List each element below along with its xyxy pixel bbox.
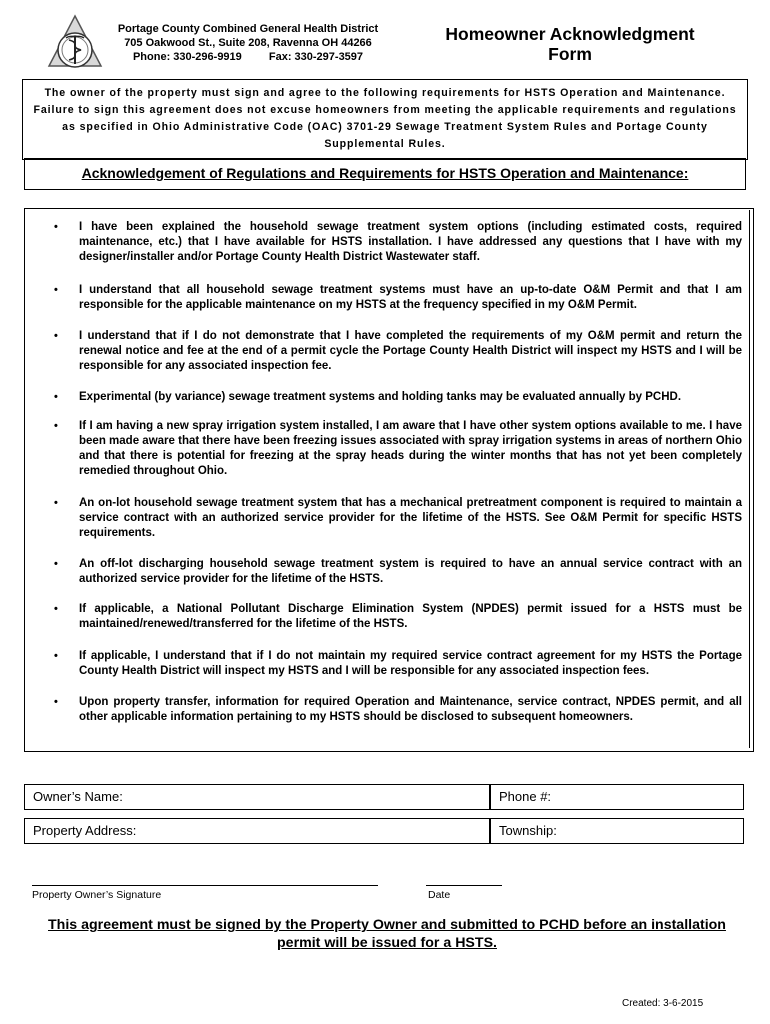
requirement-item (46, 557, 742, 587)
requirement-item (46, 695, 742, 725)
date-label: Date (428, 889, 451, 901)
bullet-icon: • (54, 330, 58, 342)
final-notice: This agreement must be signed by the Property Owner and submitted to PCHD before an installation permit will be issued for a HSTS. (48, 917, 726, 951)
township-label: Township: (499, 823, 557, 838)
property-address-label: Property Address: (33, 823, 137, 838)
requirement-item (46, 649, 742, 679)
owner-name-field[interactable] (24, 784, 490, 810)
requirement-text: I understand that if I do not demonstrate that I have completed the requirements of my O&M permit and return the renewal notice and fee at the end of a permit cycle the Portage County Health District will inspect my HSTS and I will be responsible for any associated inspection fee. (79, 330, 742, 372)
requirement-text: I have been explained the household sewage treatment system options (including estimated costs, required maintenance, etc.) that I have available for HSTS installation. I have addressed any questions that I have with my designer/installer and/or Portage County Health District Wastewater staff. (79, 221, 742, 263)
agency-name: Portage County Combined General Health District (117, 23, 379, 35)
requirement-text: If applicable, I understand that if I do not maintain my required service contract agreement for my HSTS the Portage County Health District will inspect my HSTS and I will be responsible for any associated inspection fees. (79, 650, 742, 677)
phone-label: Phone #: (499, 789, 552, 804)
bullet-icon: • (54, 391, 58, 403)
form-title-line2: Form (548, 44, 592, 64)
bullet-icon: • (54, 497, 58, 509)
requirement-text: Experimental (by variance) sewage treatment systems and holding tanks may be evaluated annually by PCHD. (79, 391, 682, 403)
form-title (420, 24, 720, 64)
requirement-item (46, 496, 742, 541)
section-heading: Acknowledgement of Regulations and Requirements for HSTS Operation and Maintenance: (24, 158, 746, 190)
bullet-icon: • (54, 221, 58, 233)
bullet-icon: • (54, 650, 58, 662)
requirement-text: I understand that all household sewage treatment systems must have an up-to-date O&M Permit and that I am responsible for the applicable maintenance on my HSTS at the frequency specified in my O&M Permit. (79, 284, 742, 311)
bullet-icon: • (54, 420, 58, 432)
requirement-text: If applicable, a National Pollutant Discharge Elimination System (NPDES) permit issued for a HSTS must be maintained/renewed/transferred for the lifetime of the HSTS. (79, 603, 742, 630)
created-date: Created: 3-6-2015 (622, 998, 704, 1009)
requirement-text: Upon property transfer, information for required Operation and Maintenance, service contract, NPDES permit, and all other applicable information pertaining to my HSTS should be disclosed to subsequent homeowners. (79, 696, 742, 723)
phone-field[interactable] (490, 784, 744, 810)
requirements-list (46, 220, 742, 725)
owner-signature-line[interactable] (32, 885, 378, 886)
requirements-box-edge (749, 210, 750, 748)
requirement-item (46, 390, 742, 405)
agency-address: 705 Oakwood St., Suite 208, Ravenna OH 44266 (124, 37, 372, 49)
requirement-item (46, 419, 742, 479)
agency-header (108, 22, 388, 64)
township-field[interactable] (490, 818, 744, 844)
requirement-text: An on-lot household sewage treatment system that has a mechanical pretreatment component is required to maintain a service contract with an authorized service provider for the lifetime of the HSTS. See O&M Permit for specific HSTS requirements. (79, 497, 742, 539)
requirement-text: If I am having a new spray irrigation system installed, I am aware that I have other system options available to me. I have been made aware that there have been freezing issues associated with spray irrigation systems in areas of northern Ohio and that there is potential for freezing at the spray heads during the winter months that has not yet been completely remedied throughout Ohio. (79, 420, 742, 477)
requirement-text: An off-lot discharging household sewage treatment system is required to have an annual service contract with an authorized service provider for the lifetime of the HSTS. (79, 558, 742, 585)
owner-signature-label: Property Owner’s Signature (32, 889, 162, 901)
bullet-icon: • (54, 284, 58, 296)
requirement-item (46, 602, 742, 632)
date-line[interactable] (426, 885, 502, 886)
bullet-icon: • (54, 696, 58, 708)
bullet-icon: • (54, 603, 58, 615)
owner-name-label: Owner’s Name: (33, 789, 123, 804)
requirement-item (46, 329, 742, 374)
property-address-field[interactable] (24, 818, 490, 844)
agency-fax: Fax: 330-297-3597 (268, 51, 364, 63)
intro-notice: The owner of the property must sign and agree to the following requirements for HSTS Operation and Maintenance. Failure to sign this agreement does not excuse homeowners from meeting the applicable requirements and regulations as specified in Ohio Administrative Code (OAC) 3701-29 Sewage Treatment System Rules and Portage County Supplemental Rules. (22, 79, 748, 160)
form-title-line1: Homeowner Acknowledgment (445, 24, 695, 44)
bullet-icon: • (54, 558, 58, 570)
requirement-item (46, 220, 742, 265)
health-district-logo-icon (46, 14, 104, 78)
agency-phone: Phone: 330-296-9919 (132, 51, 242, 63)
agency-contact (108, 50, 388, 64)
requirement-item (46, 283, 742, 313)
